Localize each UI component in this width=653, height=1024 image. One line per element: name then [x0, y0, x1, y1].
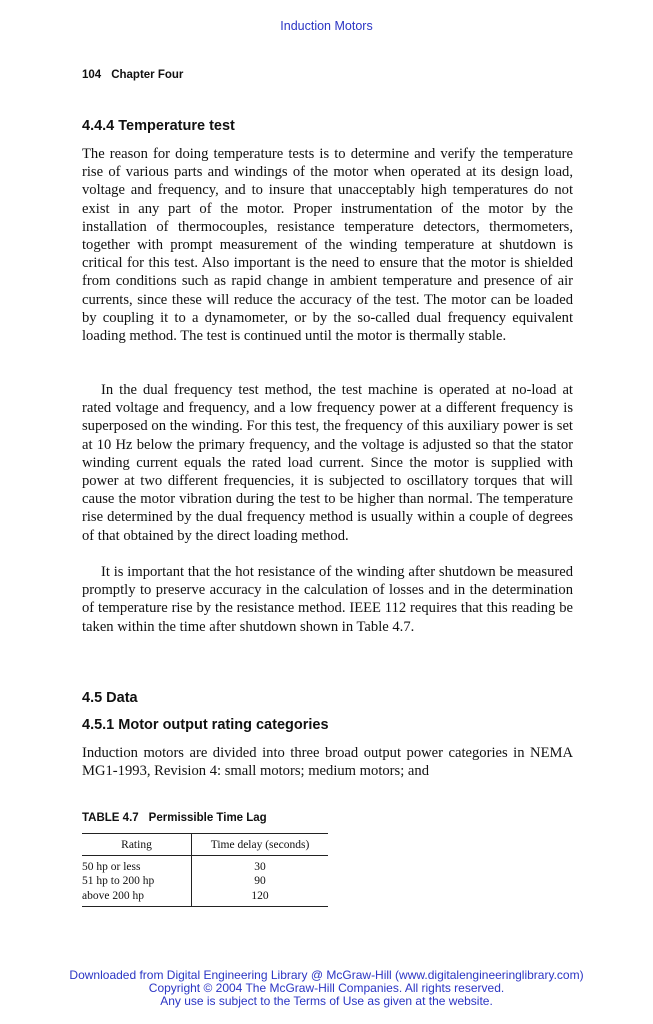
page-number: 104	[82, 69, 102, 81]
paragraph-temperature-test-2: In the dual frequency test method, the test machine is operated at no-load at rated voltage and frequency, and a low frequency power at a different frequency is superposed on the winding. For this test, the frequency of this auxiliary power is set at 10 Hz below the primary frequency, and the voltage is adjusted so that the stator winding current equals the rated load current. Since the motor is supplied with power at two different frequencies, it is subjected to oscillatory torques that will cause the motor vibration during the test to be higher than normal. The temperature rise determined by the dual frequency method is usually within a couple of degrees of that obtained by the direct loading method.	[82, 382, 573, 544]
section-heading-4-4-4: 4.4.4 Temperature test	[82, 118, 235, 134]
table-label: TABLE 4.7	[82, 812, 139, 824]
column-header-time-delay: Time delay (seconds)	[192, 834, 329, 856]
cell-delay: 120	[251, 889, 269, 902]
section-heading-4-5: 4.5 Data	[82, 690, 138, 706]
cell-rating: 50 hp or less	[82, 856, 192, 875]
chapter-title: Chapter Four	[111, 69, 184, 81]
footer-download-link[interactable]: Downloaded from Digital Engineering Library @ McGraw-Hill (www.digitalengineeringlibrary.com)	[69, 968, 584, 982]
table-row	[82, 856, 328, 875]
paragraph-motor-output: Induction motors are divided into three broad output power categories in NEMA MG1-1993, Revision 4: small motors; medium motors; and	[82, 745, 573, 780]
cell-rating: above 200 hp	[82, 889, 192, 907]
permissible-time-lag-table	[82, 833, 328, 907]
column-header-rating: Rating	[82, 834, 192, 856]
footer	[0, 969, 653, 1008]
footer-terms-link[interactable]: Any use is subject to the Terms of Use as given at the website.	[160, 994, 493, 1008]
cell-delay: 30	[254, 861, 266, 873]
paragraph-temperature-test-1: The reason for doing temperature tests is to determine and verify the temperature rise of various parts and windings of the motor when operated at its design load, voltage and frequency, and to insure that unacceptably high temperatures do not exist in any part of the motor. Proper instrumentation of the motor by the installation of thermocouples, resistance temperature detectors, thermometers, together with prompt measurement of the winding temperature at shutdown is critical for this test. Also important is the need to ensure that the motor is shielded from conditions such as rapid change in ambient temperature and presence of air currents, since these will reduce the accuracy of the test. The motor can be loaded by coupling it to a dynamometer, or by the so-called dual frequency equivalent loading method. The test is continued until the motor is thermally stable.	[82, 146, 573, 345]
section-heading-4-5-1: 4.5.1 Motor output rating categories	[82, 717, 329, 733]
footer-copyright: Copyright © 2004 The McGraw-Hill Companies. All rights reserved.	[148, 981, 505, 995]
table-row	[82, 889, 328, 907]
cell-delay: 90	[254, 875, 266, 888]
table-title: Permissible Time Lag	[148, 812, 267, 824]
table-row	[82, 874, 328, 888]
top-header-title[interactable]: Induction Motors	[280, 19, 373, 33]
cell-rating: 51 hp to 200 hp	[82, 874, 192, 888]
table-header-row	[82, 834, 328, 856]
running-head	[82, 69, 183, 81]
paragraph-temperature-test-3: It is important that the hot resistance of the winding after shutdown be measured promptly to preserve accuracy in the calculation of losses and in the determination of temperature rise by the resistance method. IEEE 112 requires that this reading be taken within the time after shutdown shown in Table 4.7.	[82, 564, 573, 635]
table-caption	[82, 812, 267, 824]
